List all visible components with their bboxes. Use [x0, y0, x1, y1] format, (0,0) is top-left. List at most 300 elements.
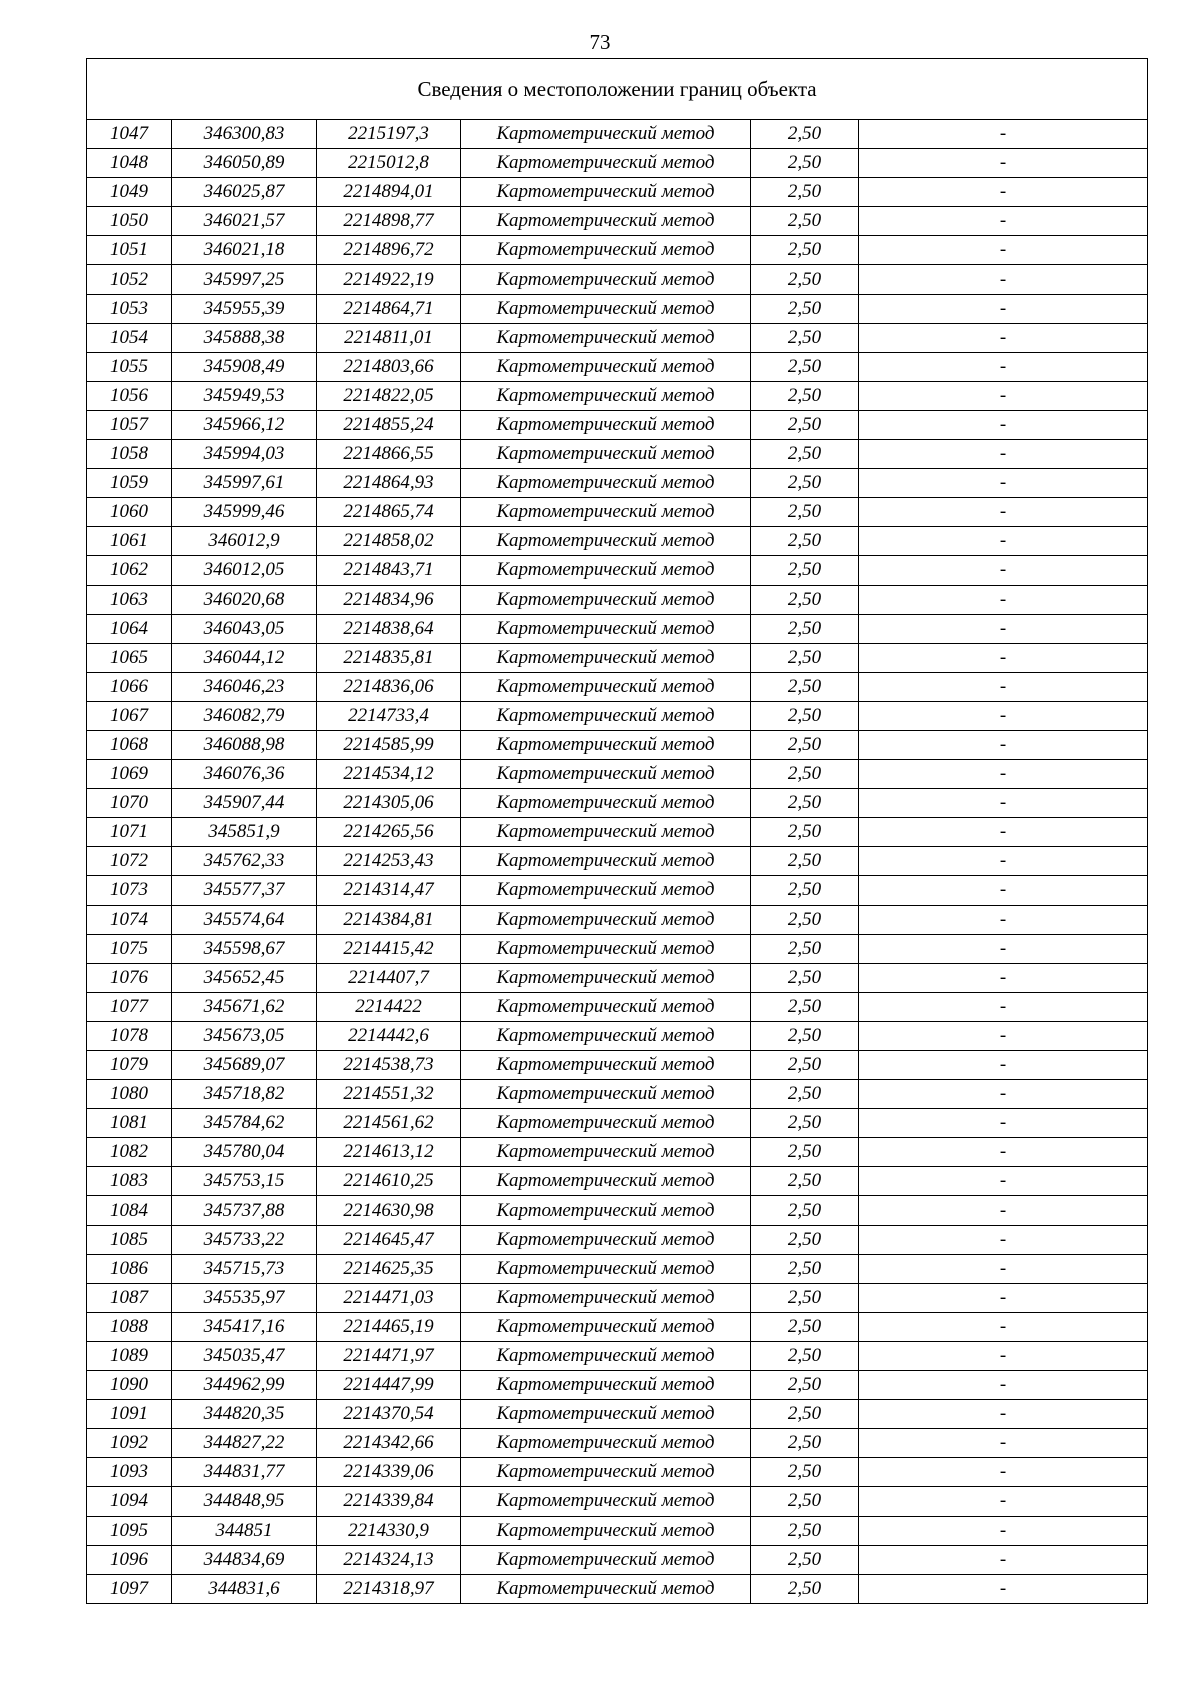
x-coordinate-cell: 346025,87	[172, 178, 317, 207]
method-cell: Картометрический метод	[461, 1283, 751, 1312]
y-coordinate-cell: 2214864,93	[317, 469, 461, 498]
accuracy-cell: 2,50	[751, 1021, 859, 1050]
description-cell: -	[859, 963, 1148, 992]
accuracy-cell: 2,50	[751, 323, 859, 352]
accuracy-cell: 2,50	[751, 1196, 859, 1225]
x-coordinate-cell: 344827,22	[172, 1429, 317, 1458]
point-number-cell: 1086	[87, 1254, 172, 1283]
table-title-row	[87, 59, 1148, 120]
accuracy-cell: 2,50	[751, 1516, 859, 1545]
accuracy-cell: 2,50	[751, 789, 859, 818]
method-cell: Картометрический метод	[461, 527, 751, 556]
table-row	[87, 178, 1148, 207]
accuracy-cell: 2,50	[751, 556, 859, 585]
y-coordinate-cell: 2214864,71	[317, 294, 461, 323]
y-coordinate-cell: 2214858,02	[317, 527, 461, 556]
table-row	[87, 410, 1148, 439]
accuracy-cell: 2,50	[751, 876, 859, 905]
y-coordinate-cell: 2214822,05	[317, 381, 461, 410]
point-number-cell: 1089	[87, 1341, 172, 1370]
accuracy-cell: 2,50	[751, 1138, 859, 1167]
point-number-cell: 1063	[87, 585, 172, 614]
accuracy-cell: 2,50	[751, 1254, 859, 1283]
description-cell: -	[859, 1371, 1148, 1400]
description-cell: -	[859, 1429, 1148, 1458]
point-number-cell: 1079	[87, 1051, 172, 1080]
description-cell: -	[859, 1254, 1148, 1283]
table-row	[87, 643, 1148, 672]
method-cell: Картометрический метод	[461, 498, 751, 527]
y-coordinate-cell: 2215197,3	[317, 120, 461, 149]
description-cell: -	[859, 498, 1148, 527]
point-number-cell: 1077	[87, 992, 172, 1021]
x-coordinate-cell: 346088,98	[172, 730, 317, 759]
method-cell: Картометрический метод	[461, 643, 751, 672]
description-cell: -	[859, 585, 1148, 614]
table-row	[87, 381, 1148, 410]
y-coordinate-cell: 2214645,47	[317, 1225, 461, 1254]
x-coordinate-cell: 344831,6	[172, 1574, 317, 1603]
table-row	[87, 701, 1148, 730]
accuracy-cell: 2,50	[751, 207, 859, 236]
point-number-cell: 1096	[87, 1545, 172, 1574]
y-coordinate-cell: 2214733,4	[317, 701, 461, 730]
method-cell: Картометрический метод	[461, 789, 751, 818]
table-row	[87, 207, 1148, 236]
description-cell: -	[859, 294, 1148, 323]
point-number-cell: 1082	[87, 1138, 172, 1167]
table-row	[87, 1138, 1148, 1167]
x-coordinate-cell: 345671,62	[172, 992, 317, 1021]
method-cell: Картометрический метод	[461, 934, 751, 963]
table-row	[87, 789, 1148, 818]
y-coordinate-cell: 2214866,55	[317, 440, 461, 469]
method-cell: Картометрический метод	[461, 1138, 751, 1167]
x-coordinate-cell: 345733,22	[172, 1225, 317, 1254]
x-coordinate-cell: 346076,36	[172, 760, 317, 789]
description-cell: -	[859, 207, 1148, 236]
method-cell: Картометрический метод	[461, 1574, 751, 1603]
accuracy-cell: 2,50	[751, 527, 859, 556]
method-cell: Картометрический метод	[461, 1109, 751, 1138]
x-coordinate-cell: 346046,23	[172, 672, 317, 701]
table-row	[87, 1051, 1148, 1080]
table-row	[87, 1400, 1148, 1429]
description-cell: -	[859, 1283, 1148, 1312]
accuracy-cell: 2,50	[751, 352, 859, 381]
y-coordinate-cell: 2214447,99	[317, 1371, 461, 1400]
table-row	[87, 1429, 1148, 1458]
point-number-cell: 1058	[87, 440, 172, 469]
method-cell: Картометрический метод	[461, 1225, 751, 1254]
table-row	[87, 585, 1148, 614]
point-number-cell: 1075	[87, 934, 172, 963]
method-cell: Картометрический метод	[461, 1545, 751, 1574]
y-coordinate-cell: 2214898,77	[317, 207, 461, 236]
y-coordinate-cell: 2214465,19	[317, 1312, 461, 1341]
point-number-cell: 1081	[87, 1109, 172, 1138]
table-row	[87, 672, 1148, 701]
description-cell: -	[859, 730, 1148, 759]
method-cell: Картометрический метод	[461, 1080, 751, 1109]
y-coordinate-cell: 2214471,97	[317, 1341, 461, 1370]
x-coordinate-cell: 346300,83	[172, 120, 317, 149]
accuracy-cell: 2,50	[751, 905, 859, 934]
method-cell: Картометрический метод	[461, 1051, 751, 1080]
point-number-cell: 1097	[87, 1574, 172, 1603]
method-cell: Картометрический метод	[461, 672, 751, 701]
method-cell: Картометрический метод	[461, 410, 751, 439]
method-cell: Картометрический метод	[461, 1341, 751, 1370]
point-number-cell: 1056	[87, 381, 172, 410]
x-coordinate-cell: 346021,18	[172, 236, 317, 265]
table-row	[87, 1109, 1148, 1138]
point-number-cell: 1060	[87, 498, 172, 527]
accuracy-cell: 2,50	[751, 585, 859, 614]
method-cell: Картометрический метод	[461, 556, 751, 585]
point-number-cell: 1049	[87, 178, 172, 207]
y-coordinate-cell: 2214370,54	[317, 1400, 461, 1429]
accuracy-cell: 2,50	[751, 1545, 859, 1574]
table-row	[87, 876, 1148, 905]
point-number-cell: 1073	[87, 876, 172, 905]
accuracy-cell: 2,50	[751, 236, 859, 265]
table-body	[87, 59, 1148, 1604]
description-cell: -	[859, 469, 1148, 498]
y-coordinate-cell: 2214305,06	[317, 789, 461, 818]
y-coordinate-cell: 2214838,64	[317, 614, 461, 643]
y-coordinate-cell: 2214253,43	[317, 847, 461, 876]
y-coordinate-cell: 2214534,12	[317, 760, 461, 789]
description-cell: -	[859, 1021, 1148, 1050]
table-row	[87, 992, 1148, 1021]
table-row	[87, 1254, 1148, 1283]
accuracy-cell: 2,50	[751, 1429, 859, 1458]
accuracy-cell: 2,50	[751, 381, 859, 410]
table-row	[87, 1516, 1148, 1545]
y-coordinate-cell: 2214610,25	[317, 1167, 461, 1196]
method-cell: Картометрический метод	[461, 730, 751, 759]
accuracy-cell: 2,50	[751, 469, 859, 498]
table-row	[87, 352, 1148, 381]
x-coordinate-cell: 345784,62	[172, 1109, 317, 1138]
x-coordinate-cell: 345035,47	[172, 1341, 317, 1370]
accuracy-cell: 2,50	[751, 672, 859, 701]
x-coordinate-cell: 346012,05	[172, 556, 317, 585]
accuracy-cell: 2,50	[751, 1167, 859, 1196]
description-cell: -	[859, 265, 1148, 294]
table-row	[87, 1225, 1148, 1254]
x-coordinate-cell: 345997,61	[172, 469, 317, 498]
description-cell: -	[859, 1196, 1148, 1225]
point-number-cell: 1053	[87, 294, 172, 323]
method-cell: Картометрический метод	[461, 1487, 751, 1516]
point-number-cell: 1064	[87, 614, 172, 643]
accuracy-cell: 2,50	[751, 1341, 859, 1370]
y-coordinate-cell: 2214843,71	[317, 556, 461, 585]
x-coordinate-cell: 345908,49	[172, 352, 317, 381]
accuracy-cell: 2,50	[751, 1080, 859, 1109]
accuracy-cell: 2,50	[751, 1225, 859, 1254]
point-number-cell: 1067	[87, 701, 172, 730]
y-coordinate-cell: 2214314,47	[317, 876, 461, 905]
accuracy-cell: 2,50	[751, 1487, 859, 1516]
x-coordinate-cell: 345574,64	[172, 905, 317, 934]
x-coordinate-cell: 345994,03	[172, 440, 317, 469]
accuracy-cell: 2,50	[751, 498, 859, 527]
description-cell: -	[859, 149, 1148, 178]
accuracy-cell: 2,50	[751, 701, 859, 730]
accuracy-cell: 2,50	[751, 963, 859, 992]
accuracy-cell: 2,50	[751, 760, 859, 789]
x-coordinate-cell: 345907,44	[172, 789, 317, 818]
table-row	[87, 1021, 1148, 1050]
accuracy-cell: 2,50	[751, 178, 859, 207]
x-coordinate-cell: 346044,12	[172, 643, 317, 672]
table-row	[87, 1371, 1148, 1400]
x-coordinate-cell: 345966,12	[172, 410, 317, 439]
point-number-cell: 1057	[87, 410, 172, 439]
x-coordinate-cell: 346021,57	[172, 207, 317, 236]
description-cell: -	[859, 1080, 1148, 1109]
point-number-cell: 1048	[87, 149, 172, 178]
description-cell: -	[859, 1458, 1148, 1487]
y-coordinate-cell: 2214265,56	[317, 818, 461, 847]
y-coordinate-cell: 2214803,66	[317, 352, 461, 381]
table-row	[87, 527, 1148, 556]
x-coordinate-cell: 345417,16	[172, 1312, 317, 1341]
description-cell: -	[859, 701, 1148, 730]
table-row	[87, 1167, 1148, 1196]
accuracy-cell: 2,50	[751, 818, 859, 847]
table-row	[87, 440, 1148, 469]
table-row	[87, 556, 1148, 585]
method-cell: Картометрический метод	[461, 469, 751, 498]
point-number-cell: 1072	[87, 847, 172, 876]
point-number-cell: 1069	[87, 760, 172, 789]
table-row	[87, 905, 1148, 934]
accuracy-cell: 2,50	[751, 1371, 859, 1400]
y-coordinate-cell: 2214855,24	[317, 410, 461, 439]
y-coordinate-cell: 2214407,7	[317, 963, 461, 992]
point-number-cell: 1050	[87, 207, 172, 236]
y-coordinate-cell: 2214630,98	[317, 1196, 461, 1225]
point-number-cell: 1047	[87, 120, 172, 149]
description-cell: -	[859, 1341, 1148, 1370]
point-number-cell: 1084	[87, 1196, 172, 1225]
description-cell: -	[859, 323, 1148, 352]
method-cell: Картометрический метод	[461, 876, 751, 905]
description-cell: -	[859, 1545, 1148, 1574]
point-number-cell: 1087	[87, 1283, 172, 1312]
point-number-cell: 1061	[87, 527, 172, 556]
description-cell: -	[859, 672, 1148, 701]
y-coordinate-cell: 2214551,32	[317, 1080, 461, 1109]
table-row	[87, 963, 1148, 992]
point-number-cell: 1090	[87, 1371, 172, 1400]
method-cell: Картометрический метод	[461, 120, 751, 149]
table-row	[87, 614, 1148, 643]
table-row	[87, 1545, 1148, 1574]
y-coordinate-cell: 2214324,13	[317, 1545, 461, 1574]
point-number-cell: 1070	[87, 789, 172, 818]
y-coordinate-cell: 2214811,01	[317, 323, 461, 352]
y-coordinate-cell: 2214835,81	[317, 643, 461, 672]
y-coordinate-cell: 2214896,72	[317, 236, 461, 265]
point-number-cell: 1094	[87, 1487, 172, 1516]
y-coordinate-cell: 2214339,84	[317, 1487, 461, 1516]
x-coordinate-cell: 345780,04	[172, 1138, 317, 1167]
point-number-cell: 1054	[87, 323, 172, 352]
y-coordinate-cell: 2214384,81	[317, 905, 461, 934]
x-coordinate-cell: 344820,35	[172, 1400, 317, 1429]
accuracy-cell: 2,50	[751, 1458, 859, 1487]
description-cell: -	[859, 992, 1148, 1021]
table-row	[87, 149, 1148, 178]
table-row	[87, 1196, 1148, 1225]
accuracy-cell: 2,50	[751, 440, 859, 469]
y-coordinate-cell: 2214834,96	[317, 585, 461, 614]
x-coordinate-cell: 345753,15	[172, 1167, 317, 1196]
table-row	[87, 1283, 1148, 1312]
point-number-cell: 1059	[87, 469, 172, 498]
point-number-cell: 1074	[87, 905, 172, 934]
method-cell: Картометрический метод	[461, 963, 751, 992]
method-cell: Картометрический метод	[461, 701, 751, 730]
table-row	[87, 1487, 1148, 1516]
accuracy-cell: 2,50	[751, 265, 859, 294]
accuracy-cell: 2,50	[751, 934, 859, 963]
method-cell: Картометрический метод	[461, 323, 751, 352]
point-number-cell: 1091	[87, 1400, 172, 1429]
accuracy-cell: 2,50	[751, 1283, 859, 1312]
point-number-cell: 1066	[87, 672, 172, 701]
x-coordinate-cell: 346043,05	[172, 614, 317, 643]
point-number-cell: 1095	[87, 1516, 172, 1545]
x-coordinate-cell: 345888,38	[172, 323, 317, 352]
table-row	[87, 1458, 1148, 1487]
description-cell: -	[859, 876, 1148, 905]
table-row	[87, 760, 1148, 789]
table-row	[87, 469, 1148, 498]
x-coordinate-cell: 345577,37	[172, 876, 317, 905]
y-coordinate-cell: 2214836,06	[317, 672, 461, 701]
description-cell: -	[859, 614, 1148, 643]
method-cell: Картометрический метод	[461, 294, 751, 323]
table-row	[87, 265, 1148, 294]
x-coordinate-cell: 346012,9	[172, 527, 317, 556]
x-coordinate-cell: 345997,25	[172, 265, 317, 294]
point-number-cell: 1093	[87, 1458, 172, 1487]
x-coordinate-cell: 345851,9	[172, 818, 317, 847]
method-cell: Картометрический метод	[461, 992, 751, 1021]
method-cell: Картометрический метод	[461, 614, 751, 643]
y-coordinate-cell: 2214613,12	[317, 1138, 461, 1167]
accuracy-cell: 2,50	[751, 1109, 859, 1138]
point-number-cell: 1071	[87, 818, 172, 847]
table-row	[87, 847, 1148, 876]
accuracy-cell: 2,50	[751, 120, 859, 149]
accuracy-cell: 2,50	[751, 614, 859, 643]
description-cell: -	[859, 643, 1148, 672]
method-cell: Картометрический метод	[461, 1254, 751, 1283]
y-coordinate-cell: 2214415,42	[317, 934, 461, 963]
accuracy-cell: 2,50	[751, 1574, 859, 1603]
table-row	[87, 323, 1148, 352]
y-coordinate-cell: 2214318,97	[317, 1574, 461, 1603]
y-coordinate-cell: 2214342,66	[317, 1429, 461, 1458]
description-cell: -	[859, 905, 1148, 934]
y-coordinate-cell: 2214894,01	[317, 178, 461, 207]
method-cell: Картометрический метод	[461, 585, 751, 614]
method-cell: Картометрический метод	[461, 1371, 751, 1400]
accuracy-cell: 2,50	[751, 149, 859, 178]
table-row	[87, 818, 1148, 847]
point-number-cell: 1085	[87, 1225, 172, 1254]
table-row	[87, 1341, 1148, 1370]
accuracy-cell: 2,50	[751, 992, 859, 1021]
description-cell: -	[859, 818, 1148, 847]
description-cell: -	[859, 1312, 1148, 1341]
accuracy-cell: 2,50	[751, 410, 859, 439]
accuracy-cell: 2,50	[751, 1400, 859, 1429]
description-cell: -	[859, 1516, 1148, 1545]
point-number-cell: 1062	[87, 556, 172, 585]
method-cell: Картометрический метод	[461, 1458, 751, 1487]
description-cell: -	[859, 352, 1148, 381]
method-cell: Картометрический метод	[461, 352, 751, 381]
x-coordinate-cell: 345535,97	[172, 1283, 317, 1312]
table-row	[87, 934, 1148, 963]
y-coordinate-cell: 2214561,62	[317, 1109, 461, 1138]
x-coordinate-cell: 346082,79	[172, 701, 317, 730]
y-coordinate-cell: 2214625,35	[317, 1254, 461, 1283]
table-row	[87, 1312, 1148, 1341]
x-coordinate-cell: 345737,88	[172, 1196, 317, 1225]
point-number-cell: 1076	[87, 963, 172, 992]
point-number-cell: 1092	[87, 1429, 172, 1458]
description-cell: -	[859, 440, 1148, 469]
method-cell: Картометрический метод	[461, 818, 751, 847]
description-cell: -	[859, 410, 1148, 439]
description-cell: -	[859, 120, 1148, 149]
table-row	[87, 294, 1148, 323]
description-cell: -	[859, 1225, 1148, 1254]
description-cell: -	[859, 789, 1148, 818]
table-title: Сведения о местоположении границ объекта	[87, 59, 1148, 120]
accuracy-cell: 2,50	[751, 847, 859, 876]
description-cell: -	[859, 1574, 1148, 1603]
description-cell: -	[859, 1167, 1148, 1196]
point-number-cell: 1055	[87, 352, 172, 381]
method-cell: Картометрический метод	[461, 905, 751, 934]
accuracy-cell: 2,50	[751, 730, 859, 759]
x-coordinate-cell: 345673,05	[172, 1021, 317, 1050]
x-coordinate-cell: 344834,69	[172, 1545, 317, 1574]
y-coordinate-cell: 2214422	[317, 992, 461, 1021]
x-coordinate-cell: 345762,33	[172, 847, 317, 876]
point-number-cell: 1052	[87, 265, 172, 294]
method-cell: Картометрический метод	[461, 1429, 751, 1458]
point-number-cell: 1051	[87, 236, 172, 265]
description-cell: -	[859, 527, 1148, 556]
x-coordinate-cell: 346020,68	[172, 585, 317, 614]
method-cell: Картометрический метод	[461, 236, 751, 265]
x-coordinate-cell: 344851	[172, 1516, 317, 1545]
page-number: 73	[589, 30, 611, 54]
method-cell: Картометрический метод	[461, 178, 751, 207]
y-coordinate-cell: 2214339,06	[317, 1458, 461, 1487]
